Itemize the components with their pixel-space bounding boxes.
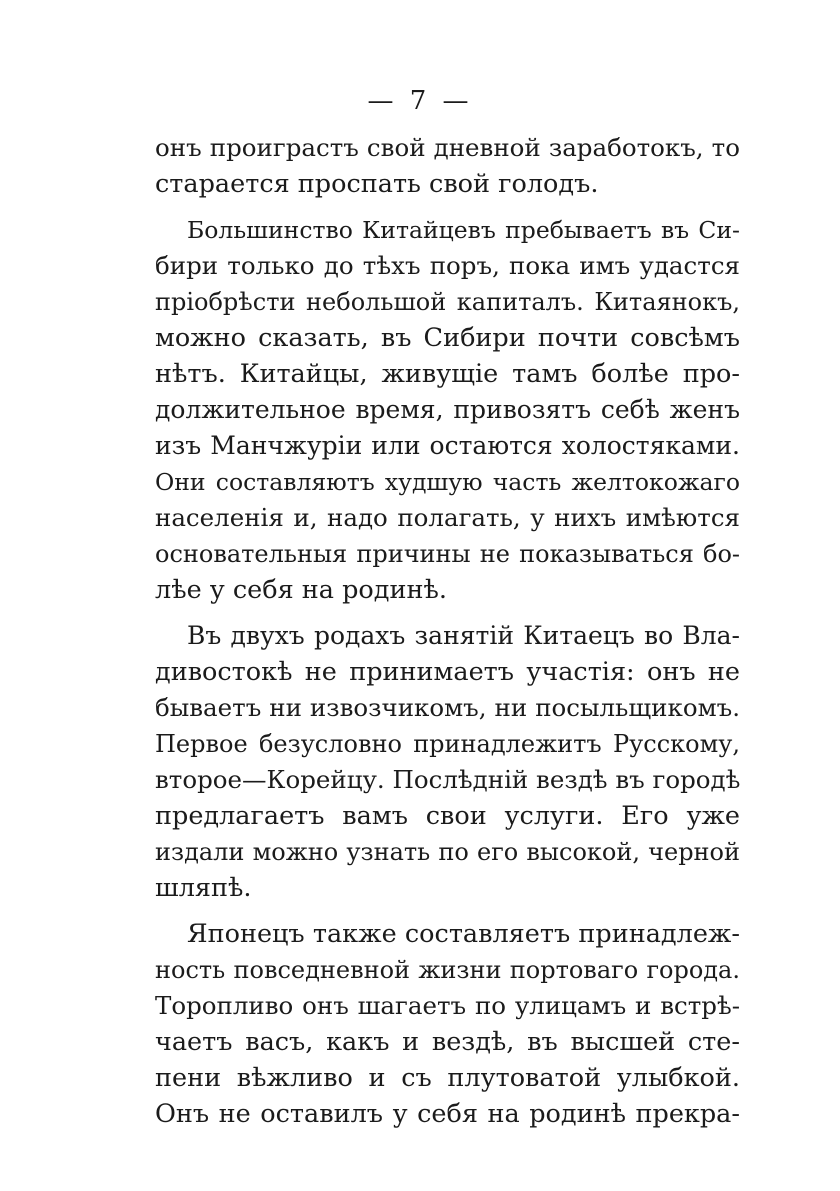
text-line: основательныя причины не показываться бо- [155,540,740,568]
text-line: Первое безусловно принадлежитъ Русскому, [155,730,740,758]
text-line: дивостокѣ не принимаетъ участія: онъ не [155,657,740,687]
paragraph-2 [155,212,740,608]
text-line: издали можно узнать по его высокой, черной [155,838,740,866]
text-line: Японецъ также составляетъ принадлеж- [187,919,740,949]
text-line: Онъ не оставилъ у себя на родинѣ прекра- [155,1099,740,1129]
text-line: онъ проиграстъ свой дневной заработокъ, то [155,133,740,162]
body-text [155,130,740,1142]
text-line: бири только до тѣхъ поръ, пока имъ удастся [155,251,740,280]
text-line: населенія и, надо полагать, у нихъ имѣются [155,503,740,532]
page-number: — 7 — [367,86,473,116]
text-line: Они составляютъ худшую часть желтокожаго [155,468,740,496]
text-line: чаетъ васъ, какъ и вездѣ, въ высшей сте- [155,1027,740,1057]
text-line: должительное время, привозятъ себѣ женъ [155,395,740,424]
text-line: бываетъ ни извозчикомъ, ни посыльщикомъ. [155,693,740,722]
text-line: шляпѣ. [155,873,252,903]
text-line: лѣе у себя на родинѣ. [155,575,447,605]
text-line: Торопливо онъ шагаетъ по улицамъ и встрѣ- [155,991,740,1020]
text-line: старается проспать свой голодъ. [155,169,599,199]
text-line: Большинство Китайцевъ пребываетъ въ Си- [187,216,740,244]
paragraph-3 [155,618,740,906]
text-line: изъ Манчжуріи или остаются холостяками. [155,431,740,460]
text-line: второе—Корейцу. Послѣдній вездѣ въ городѣ [155,765,740,794]
text-line: Въ двухъ родахъ занятій Китаецъ во Вла- [187,621,740,650]
text-line: ность повседневной жизни портоваго города. [155,956,740,984]
text-line: пени вѣжливо и съ плутоватой улыбкой. [155,1063,740,1093]
text-line: пріобрѣсти небольшой капиталъ. Китаянокъ, [155,288,740,316]
text-line: можно сказать, въ Сибири почти совсѣмъ [155,323,740,353]
paragraph-4 [155,916,740,1132]
text-line: нѣтъ. Китайцы, живущіе тамъ болѣе про- [155,359,740,389]
text-line: предлагаетъ вамъ свои услуги. Его уже [155,801,740,831]
paragraph-1 [155,130,740,202]
